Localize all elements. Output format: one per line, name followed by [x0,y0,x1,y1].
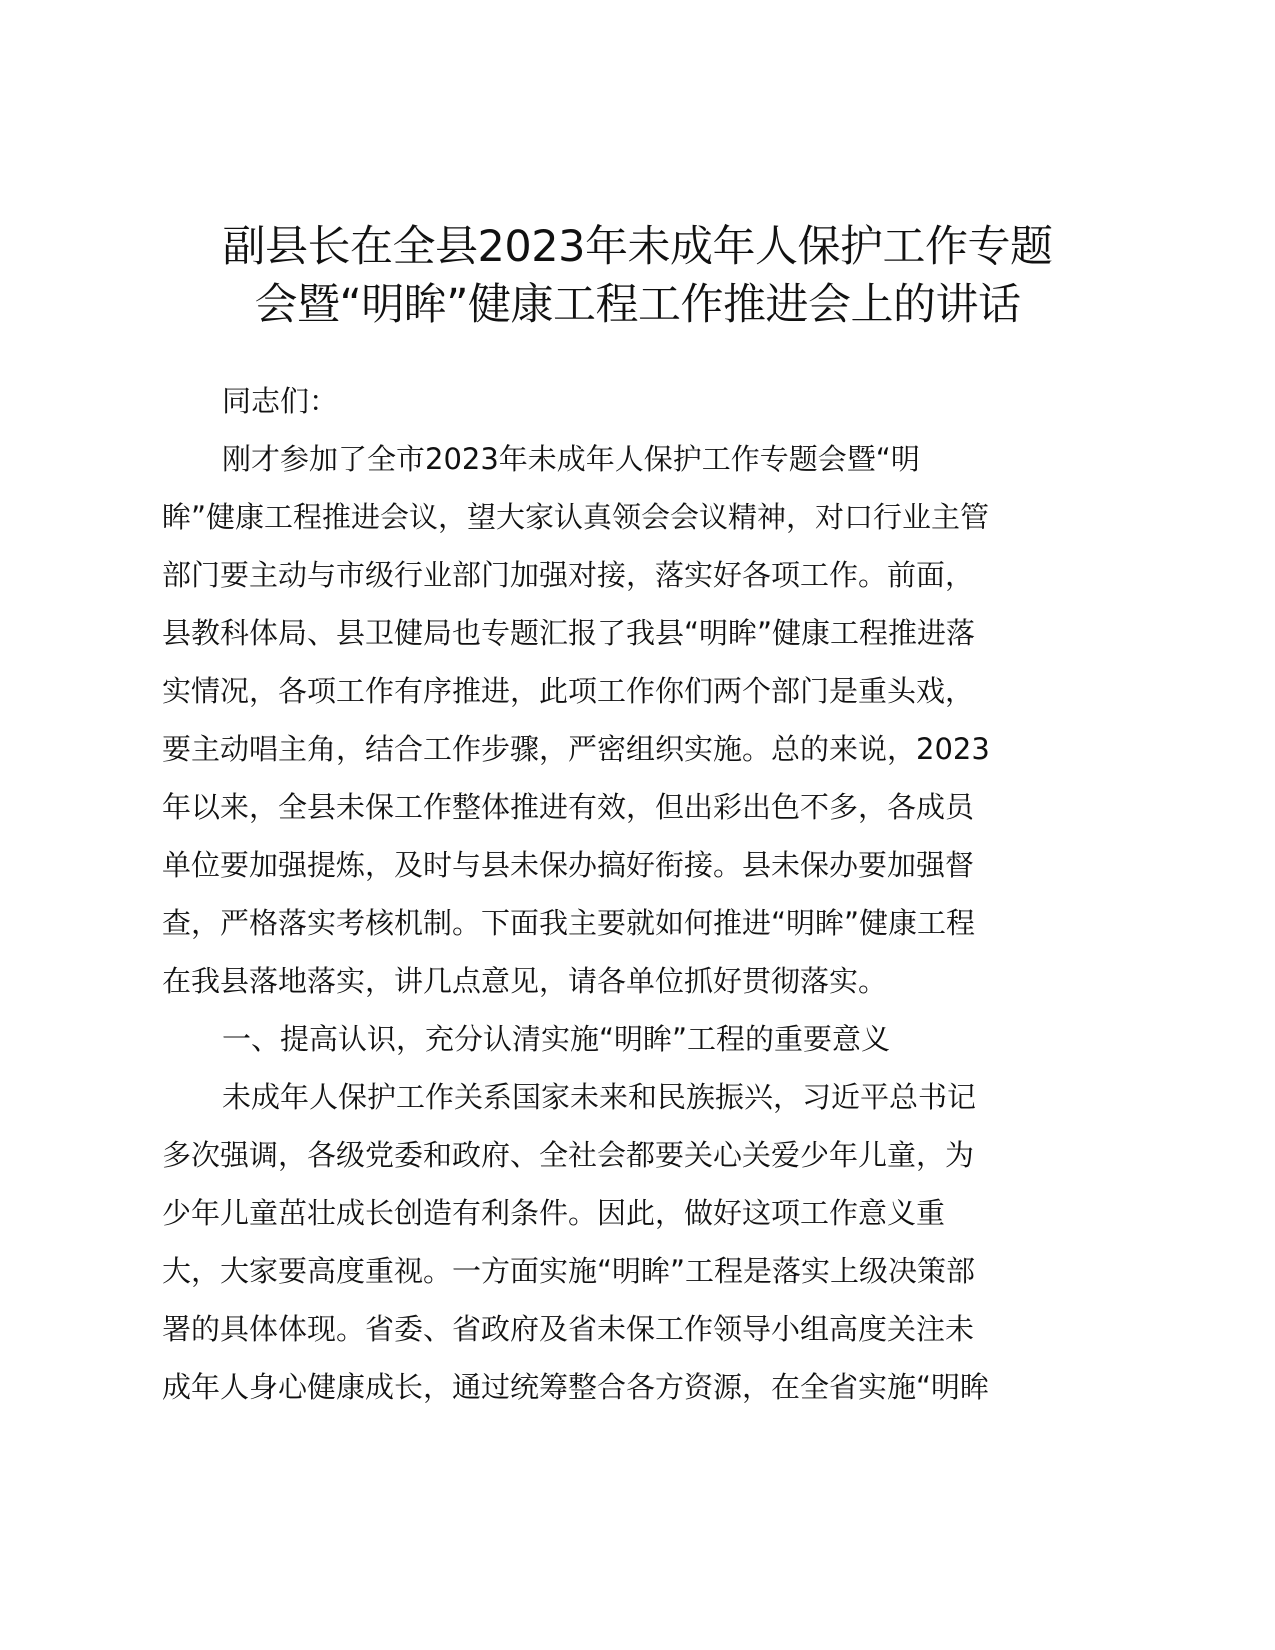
document-body [162,372,1122,1416]
paragraph-line: 查，严格落实考核机制。下面我主要就如何推进“明眸”健康工程 [162,906,976,940]
title-line: 副县长在全县2023年未成年人保护工作专题 [222,222,1053,272]
paragraph-line: 年以来，全县未保工作整体推进有效，但出彩出色不多，各成员 [162,790,975,824]
paragraph-line: 部门要主动与市级行业部门加强对接，落实好各项工作。前面， [162,558,975,592]
paragraph-line: 在我县落地落实，讲几点意见，请各单位抓好贯彻落实。 [162,964,888,998]
paragraph-line: 实情况，各项工作有序推进，此项工作你们两个部门是重头戏， [162,674,975,708]
title-line: 会暨“明眸”健康工程工作推进会上的讲话 [254,280,1021,330]
paragraph-line: 刚才参加了全市2023年未成年人保护工作专题会暨“明 [222,442,920,476]
paragraph-line: 成年人身心健康成长，通过统筹整合各方资源，在全省实施“明眸 [162,1370,990,1404]
paragraph-line: 少年儿童茁壮成长创造有利条件。因此，做好这项工作意义重 [162,1196,946,1230]
paragraph-line: 多次强调，各级党委和政府、全社会都要关心关爱少年儿童，为 [162,1138,975,1172]
paragraph-2 [162,1068,1122,1416]
paragraph-line: 署的具体体现。省委、省政府及省未保工作领导小组高度关注未 [162,1312,975,1346]
paragraph-line: 未成年人保护工作关系国家未来和民族振兴，习近平总书记 [222,1080,977,1114]
paragraph-line: 要主动唱主角，结合工作步骤，严密组织实施。总的来说，2023 [162,732,990,766]
paragraph-line: 县教科体局、县卫健局也专题汇报了我县“明眸”健康工程推进落 [162,616,976,650]
section-heading: 一、提高认识，充分认清实施“明眸”工程的重要意义 [222,1022,891,1056]
paragraph-line: 单位要加强提炼，及时与县未保办搞好衔接。县未保办要加强督 [162,848,975,882]
document-title [150,218,1125,334]
paragraph-line: 眸”健康工程推进会议，望大家认真领会会议精神，对口行业主管 [162,500,990,534]
salutation: 同志们： [222,384,339,418]
paragraph-line: 大，大家要高度重视。一方面实施“明眸”工程是落实上级决策部 [162,1254,976,1288]
paragraph-1 [162,430,1122,1010]
